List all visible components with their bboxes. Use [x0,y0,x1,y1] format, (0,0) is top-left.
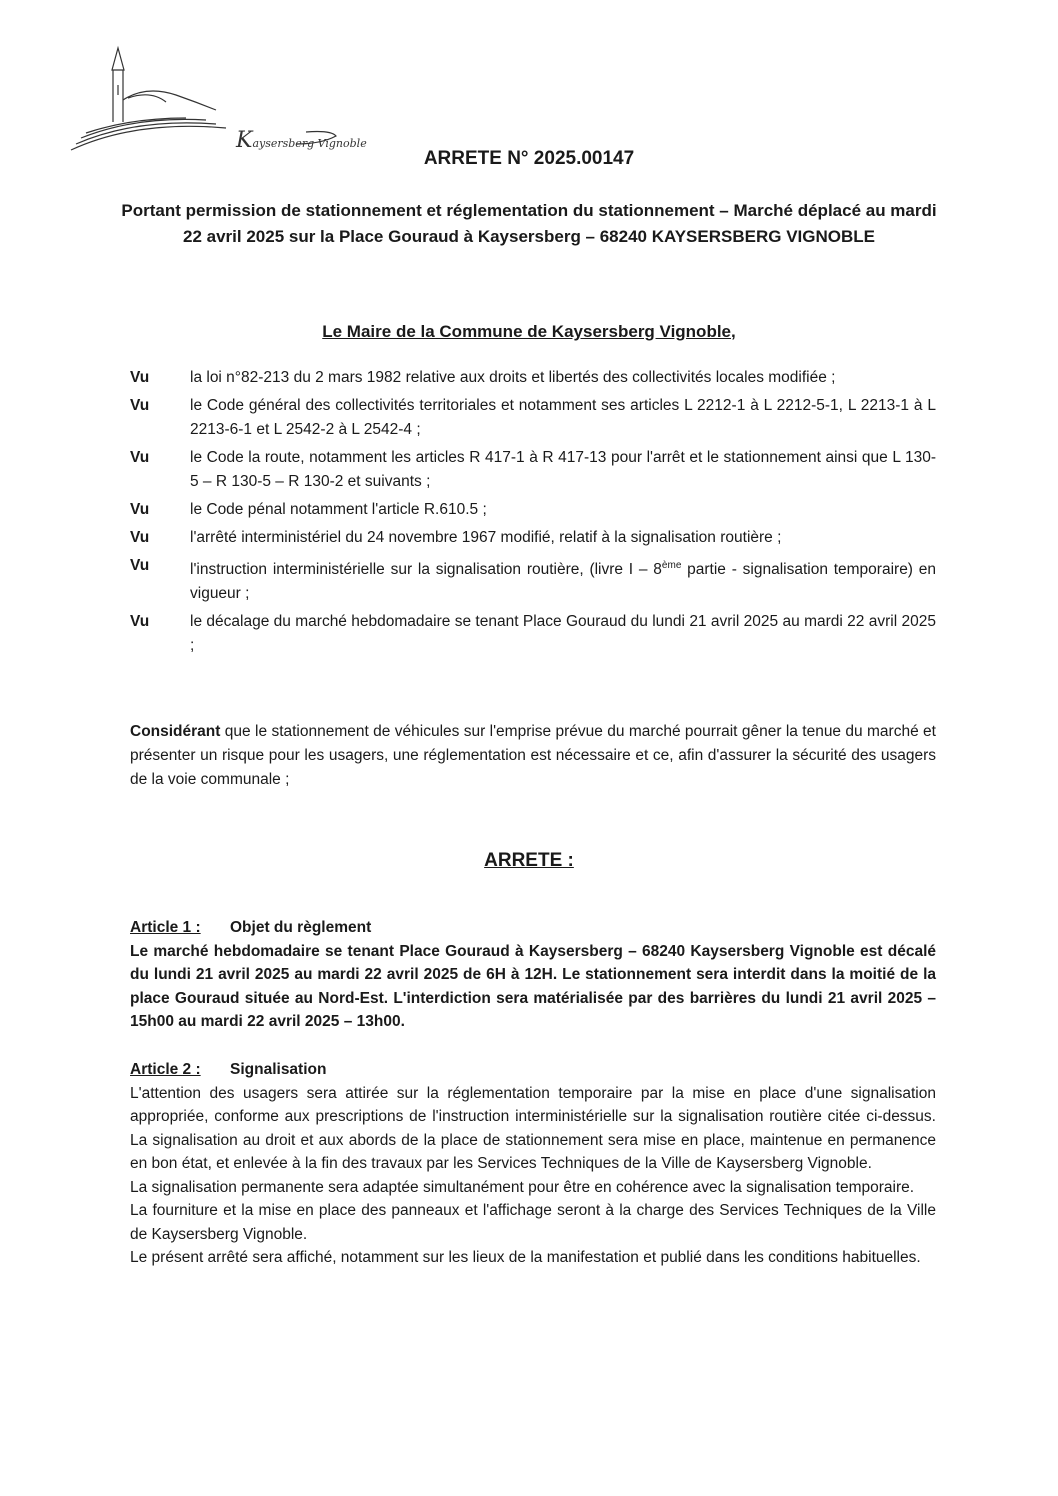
vu-item [130,610,936,658]
vu-superscript: ème [661,560,682,571]
article-paragraph: La signalisation permanente sera adaptée simultanément pour être en cohérence avec la signalisation temporaire. [130,1178,915,1196]
document-title: ARRETE N° 2025.00147 [423,148,635,169]
brand-initial: K [236,128,253,153]
vu-item [130,394,936,442]
vu-text-after: partie - signalisation temporaire) en vigueur ; [190,561,936,603]
vu-text: l'arrêté interministériel du 24 novembre 1967 modifié, relatif à la signalisation routière ; [190,529,782,546]
brand-text: aysersberg Vignoble [252,137,367,150]
considering-lead: Considérant [130,723,221,740]
article-body [130,940,936,1034]
vu-label: Vu [130,529,150,546]
article-paragraph: La fourniture et la mise en place des panneaux et l'affichage seront à la charge des Services Techniques de la Ville de Kaysersberg Vignoble. [130,1202,936,1243]
vu-text: le Code la route, notamment les articles R 417-1 à R 417-13 pour l'arrêt et le stationnement ainsi que L 130-5 – R 130-5 – R 130-2 et suivants ; [190,449,936,490]
vu-label: Vu [130,449,150,466]
article-heading [130,916,936,940]
article-paragraph: Le présent arrêté sera affiché, notamment sur les lieux de la manifestation et publié dans les conditions habituelles. [130,1249,921,1266]
article-title: Objet du règlement [230,919,372,936]
considering-text: que le stationnement de véhicules sur l'emprise prévue du marché pourrait gêner la tenue du marché et présenter un risque pour les usagers, une réglementation est nécessaire et ce, afin d'assurer la sécurité des usagers de la voie communale ; [130,723,936,788]
article-paragraph: Le marché hebdomadaire se tenant Place Gouraud à Kaysersberg – 68240 Kaysersberg Vignoble est décalé du lundi 21 avril 2025 au mardi 22 avril 2025 de 6H à 12H. Le stationnement sera interdit dans la moitié de la place Gouraud située au Nord-Est. L'interdiction sera matérialisée par des barrières du lundi 21 avril 2025 – 15h00 au mardi 22 avril 2025 – 13h00. [130,942,936,1030]
article-paragraph: L'attention des usagers sera attirée sur la réglementation temporaire par la mise en place d'une signalisation appropriée, conforme aux prescriptions de l'instruction interministérielle sur la signalisation routière citée ci-dessus. La signalisation au droit et aux abords de la place de stationnement sera mise en place, maintenue en permanence en bon état, et enlevée à la fin des travaux par les Services Techniques de la Ville de Kaysersberg Vignoble. [130,1084,936,1172]
vu-text [190,554,936,606]
article-1 [130,916,936,1034]
vu-item [130,366,936,390]
vu-item [130,554,936,606]
vu-text: la loi n°82-213 du 2 mars 1982 relative aux droits et libertés des collectivités locales modifiée ; [190,369,836,386]
arrete-heading: ARRETE : [484,850,574,871]
vu-text: le décalage du marché hebdomadaire se tenant Place Gouraud du lundi 21 avril 2025 au mardi 22 avril 2025 ; [190,613,936,655]
considering-paragraph [130,720,936,792]
vu-item [130,526,936,550]
vu-item [130,446,936,494]
vu-list [130,366,936,662]
vu-label: Vu [130,501,150,518]
article-title: Signalisation [230,1061,327,1078]
vu-label: Vu [130,557,150,574]
article-body [130,1082,936,1270]
vu-label: Vu [130,369,150,386]
kaysersberg-logo [66,40,367,165]
vu-item [130,498,936,522]
article-heading [130,1058,936,1082]
vu-text-before: l'instruction interministérielle sur la signalisation routière, (livre I – 8 [190,561,662,579]
document-subtitle: Portant permission de stationnement et réglementation du stationnement – Marché déplacé au mardi 22 avril 2025 sur la Place Gouraud à Kaysersberg – 68240 KAYSERSBERG VIGNOBLE [121,201,937,246]
vu-label: Vu [130,613,150,631]
article-2 [130,1058,936,1270]
vu-text: le Code général des collectivités territoriales et notamment ses articles L 2212-1 à L 2212-5-1, L 2213-1 à L 2213-6-1 et L 2542-2 à L 2542-4 ; [190,397,936,438]
article-number: Article 2 : [130,1061,201,1078]
vu-label: Vu [130,397,150,414]
mayor-line: Le Maire de la Commune de Kaysersberg Vignoble, [322,322,736,341]
article-number: Article 1 : [130,919,201,936]
vu-text: le Code pénal notamment l'article R.610.5 ; [190,501,487,518]
